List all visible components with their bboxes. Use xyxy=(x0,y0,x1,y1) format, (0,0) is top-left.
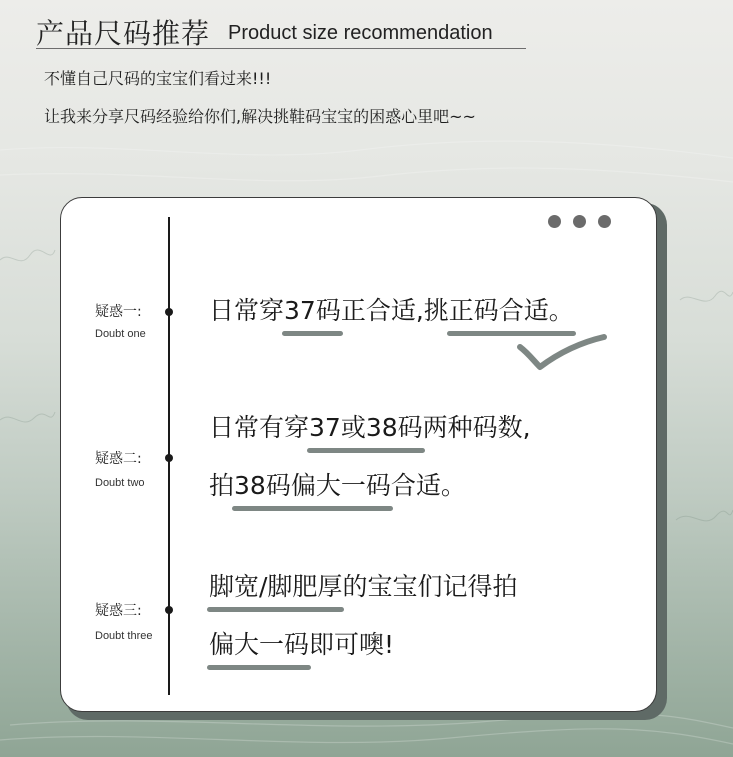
tip-highlight: 脚宽/脚肥厚 xyxy=(209,567,342,603)
tip-text: 正合适,挑 xyxy=(340,296,449,325)
doubt-one-label-en: Doubt one xyxy=(95,328,146,340)
tip-text: 两种码数, xyxy=(422,413,531,442)
window-dot-icon xyxy=(573,215,586,228)
header xyxy=(36,6,526,49)
doubt-three-label: 疑惑三: xyxy=(95,603,142,619)
doubt-two-label: 疑惑二: xyxy=(95,451,142,467)
tip-highlight: 37或38码 xyxy=(309,408,423,444)
intro-line-2: 让我来分享尺码经验给你们,解决挑鞋码宝宝的困惑心里吧~~ xyxy=(44,107,476,126)
tip-text: 即可噢! xyxy=(309,630,395,659)
tip-text: 合适。 xyxy=(390,471,466,500)
doubt-one-tip xyxy=(209,291,574,327)
size-tips-card xyxy=(60,197,657,712)
checkmark-icon xyxy=(516,333,608,375)
doubt-two-label-en: Doubt two xyxy=(95,477,145,489)
doubt-one-label: 疑惑一: xyxy=(95,304,142,320)
tip-highlight: 偏大一码 xyxy=(209,625,309,661)
intro-line-1: 不懂自己尺码的宝宝们看过来!!! xyxy=(44,69,272,88)
doubt-two-tip-line-2 xyxy=(209,466,466,502)
tip-text: 日常有穿 xyxy=(209,413,310,442)
timeline-node-icon xyxy=(165,606,173,614)
doubt-three-label-en: Doubt three xyxy=(95,630,153,642)
tip-highlight: 38码偏大一码 xyxy=(234,466,391,502)
window-dot-icon xyxy=(598,215,611,228)
tip-text: 拍 xyxy=(209,471,235,500)
page-title-english: Product size recommendation xyxy=(228,22,493,44)
doubt-three-tip-line-2 xyxy=(209,625,394,661)
tip-highlight: 37码 xyxy=(284,291,341,327)
window-dot-icon xyxy=(548,215,561,228)
tip-text: 日常穿 xyxy=(209,296,285,325)
doubt-three-tip-line-1 xyxy=(209,567,517,603)
timeline-node-icon xyxy=(165,308,173,316)
tip-highlight: 正码合适。 xyxy=(449,291,574,327)
timeline-node-icon xyxy=(165,454,173,462)
page-title: 产品尺码推荐 xyxy=(36,17,211,50)
tip-text: 的宝宝们记得拍 xyxy=(342,572,518,601)
doubt-two-tip-line-1 xyxy=(209,408,531,444)
